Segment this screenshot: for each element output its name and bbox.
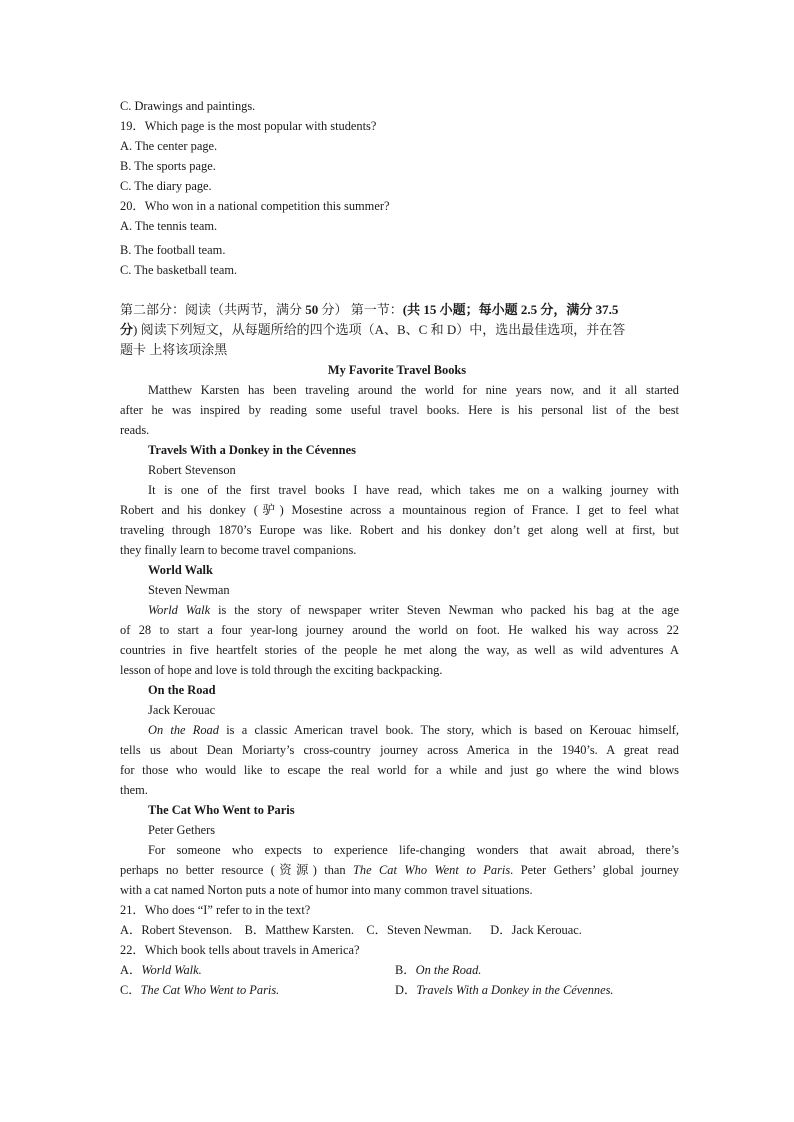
section-unit: 分 bbox=[120, 322, 134, 337]
q22-a-text: World Walk. bbox=[141, 963, 202, 977]
book3-line-1 bbox=[148, 720, 679, 740]
book4-title-ref: The Cat Who Went to Paris bbox=[353, 863, 511, 877]
q22-option-a bbox=[120, 960, 202, 980]
book2-author: Steven Newman bbox=[148, 583, 230, 597]
book3-line-3: for those who would like to escape the real world for a while and just go where the wind blows bbox=[120, 763, 679, 777]
section-heading-line1 bbox=[120, 300, 618, 320]
section-subheading: 分） 第一节： bbox=[318, 302, 403, 317]
book1-line-4: they finally learn to become travel companions. bbox=[120, 543, 357, 557]
q22-b-label: B． bbox=[395, 963, 416, 977]
book2-line-3: countries in five heartfelt stories of the people he met along the way, as well as wild adventures A bbox=[120, 643, 679, 657]
book2-line-4: lesson of hope and love is told through the exciting backpacking. bbox=[120, 663, 443, 677]
q21-options: A．Robert Stevenson. B．Matthew Karsten. C．Steven Newman. D．Jack Kerouac. bbox=[120, 923, 582, 937]
book3-author: Jack Kerouac bbox=[148, 703, 216, 717]
section-heading-line3: 题卡 上将该项涂黑 bbox=[120, 342, 228, 357]
book4-line-1: For someone who expects to experience life-changing wonders that await abroad, there’s bbox=[148, 843, 679, 857]
intro-line-3: reads. bbox=[120, 423, 150, 437]
q19-option-b: B. The sports page. bbox=[120, 159, 216, 173]
book4-title: The Cat Who Went to Paris bbox=[148, 803, 295, 817]
book4-line-2 bbox=[120, 860, 679, 880]
book2-line-1-text: is the story of newspaper writer Steven Newman who packed his bag at the age bbox=[210, 603, 679, 617]
q21-stem: 21．Who does “I” refer to in the text? bbox=[120, 903, 311, 917]
q22-b-text: On the Road. bbox=[415, 963, 482, 977]
q20-option-b: B. The football team. bbox=[120, 243, 226, 257]
q22-option-c bbox=[120, 980, 279, 1000]
book2-line-1 bbox=[148, 600, 679, 620]
section-heading-line2 bbox=[120, 320, 625, 340]
book4-line-2-b: . Peter Gethers’ global journey bbox=[510, 863, 679, 877]
book1-line-2: Robert and his donkey (驴) Mosestine across a mountainous region of France. I get to feel what bbox=[120, 503, 679, 517]
q22-option-b bbox=[395, 960, 481, 980]
book3-line-4: them. bbox=[120, 783, 148, 797]
book2-title: World Walk bbox=[148, 563, 213, 577]
book4-author: Peter Gethers bbox=[148, 823, 216, 837]
q19-option-c: C. The diary page. bbox=[120, 179, 212, 193]
paren-open: ( bbox=[402, 302, 408, 317]
intro-line-1: Matthew Karsten has been traveling around the world for nine years now, and it all started bbox=[148, 383, 679, 397]
q22-c-text: The Cat Who Went to Paris. bbox=[140, 983, 280, 997]
section-instruction: ) 阅读下列短文，从每题所给的四个选项（A、B、C 和 D）中，选出最佳选项，并在答 bbox=[133, 322, 626, 337]
q20-stem: 20．Who won in a national competition this summer? bbox=[120, 199, 390, 213]
book3-line-1-text: is a classic American travel book. The story, which is based on Kerouac himself, bbox=[218, 723, 679, 737]
q22-stem: 22．Which book tells about travels in America? bbox=[120, 943, 360, 957]
section-scoring: 共 15 小题；每小题 2.5 分，满分 37.5 bbox=[407, 302, 619, 317]
section-heading-text: 第二部分：阅读（共两节，满分 bbox=[120, 302, 306, 317]
q20-option-a: A. The tennis team. bbox=[120, 219, 218, 233]
section-score: 50 bbox=[305, 302, 319, 317]
book1-author: Robert Stevenson bbox=[148, 463, 236, 477]
q19-stem: 19．Which page is the most popular with students? bbox=[120, 119, 377, 133]
q22-d-text: Travels With a Donkey in the Cévennes. bbox=[416, 983, 614, 997]
book2-line-2: of 28 to start a four year-long journey around the world on foot. He walked his way across 22 bbox=[120, 623, 679, 637]
book3-title-ref: On the Road bbox=[148, 723, 219, 737]
book3-title: On the Road bbox=[148, 683, 216, 697]
book2-title-ref: World Walk bbox=[148, 603, 211, 617]
intro-line-2: after he was inspired by reading some useful travel books. Here is his personal list of the best bbox=[120, 403, 679, 417]
book1-line-3: traveling through 1870’s Europe was like. Robert and his donkey don’t get along well at first, but bbox=[120, 523, 679, 537]
book1-line-1: It is one of the first travel books I have read, which takes me on a walking journey with bbox=[148, 483, 679, 497]
q22-a-label: A． bbox=[120, 963, 142, 977]
q19-option-a: A. The center page. bbox=[120, 139, 218, 153]
q18-option-c: C. Drawings and paintings. bbox=[120, 99, 256, 113]
q22-c-label: C． bbox=[120, 983, 141, 997]
book1-title: Travels With a Donkey in the Cévennes bbox=[148, 443, 356, 457]
book4-line-3: with a cat named Norton puts a note of humor into many common travel situations. bbox=[120, 883, 533, 897]
q22-d-label: D． bbox=[395, 983, 417, 997]
passage-title: My Favorite Travel Books bbox=[327, 363, 467, 377]
q22-option-d bbox=[395, 980, 614, 1000]
q20-option-c: C. The basketball team. bbox=[120, 263, 238, 277]
book4-line-2-a: perhaps no better resource (资源) than bbox=[120, 863, 354, 877]
book3-line-2: tells us about Dean Moriarty’s cross-country journey across America in the 1940’s. A great read bbox=[120, 743, 679, 757]
